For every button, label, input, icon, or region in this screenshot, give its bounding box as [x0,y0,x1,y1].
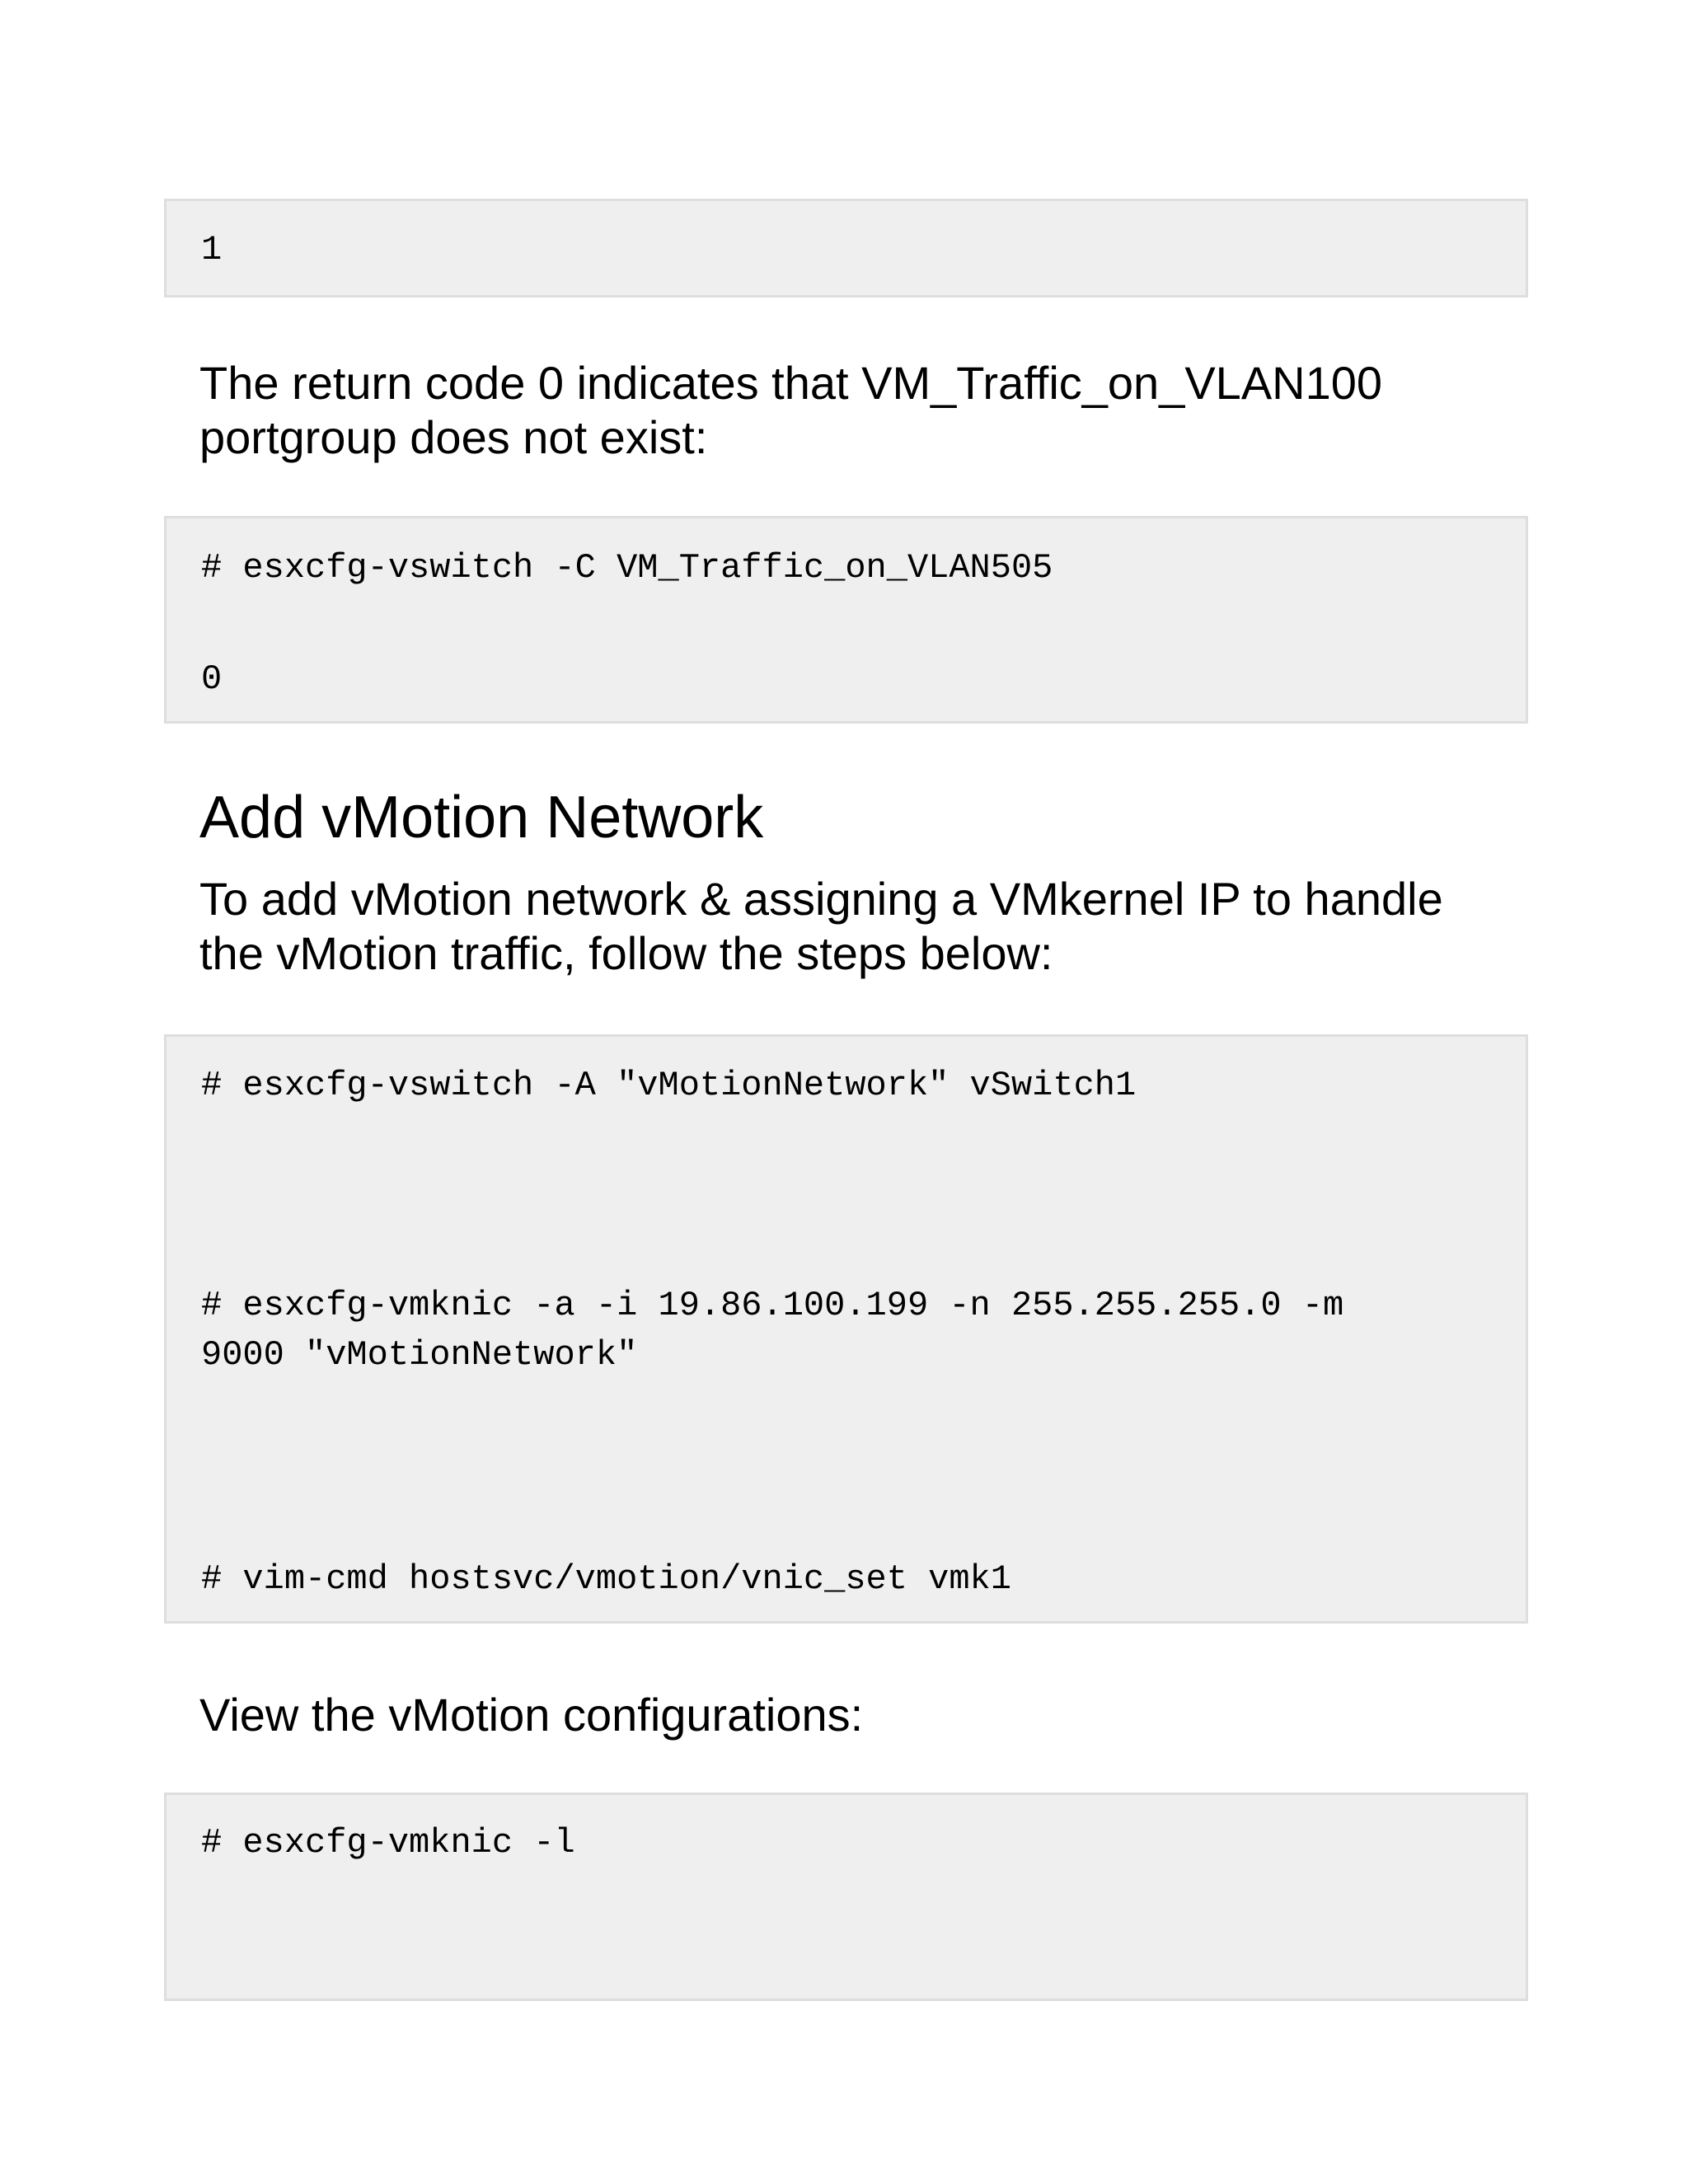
section-heading: Add vMotion Network [199,785,764,851]
paragraph-view-config: View the vMotion configurations: [199,1689,864,1741]
code-line: # esxcfg-vmknic -a -i 19.86.100.199 -n 255.255.255.0 -m [201,1286,1344,1325]
paragraph-line: the vMotion traffic, follow the steps below: [199,927,1053,979]
code-line: # esxcfg-vswitch -A "vMotionNetwork" vSwitch1 [201,1066,1137,1105]
code-line: 9000 "vMotionNetwork" [201,1335,638,1375]
paragraph-vmotion-intro [199,872,1443,981]
code-line: # esxcfg-vswitch -C VM_Traffic_on_VLAN505 [201,548,1053,588]
code-line: # esxcfg-vmknic -l [201,1823,575,1863]
paragraph-line: The return code 0 indicates that VM_Traffic_on_VLAN100 [199,357,1383,409]
code-line: 1 [201,230,223,269]
code-line: # vim-cmd hostsvc/vmotion/vnic_set vmk1 [201,1559,1011,1599]
code-block-view-command [164,1793,1528,2001]
code-line: 0 [201,659,223,699]
paragraph-line: portgroup does not exist: [199,411,708,463]
code-block-check-portgroup [164,516,1528,724]
code-block-output [164,199,1528,298]
code-block-vmotion-commands [164,1034,1528,1624]
paragraph-return-code [199,356,1382,465]
paragraph-line: To add vMotion network & assigning a VMkernel IP to handle [199,873,1443,925]
